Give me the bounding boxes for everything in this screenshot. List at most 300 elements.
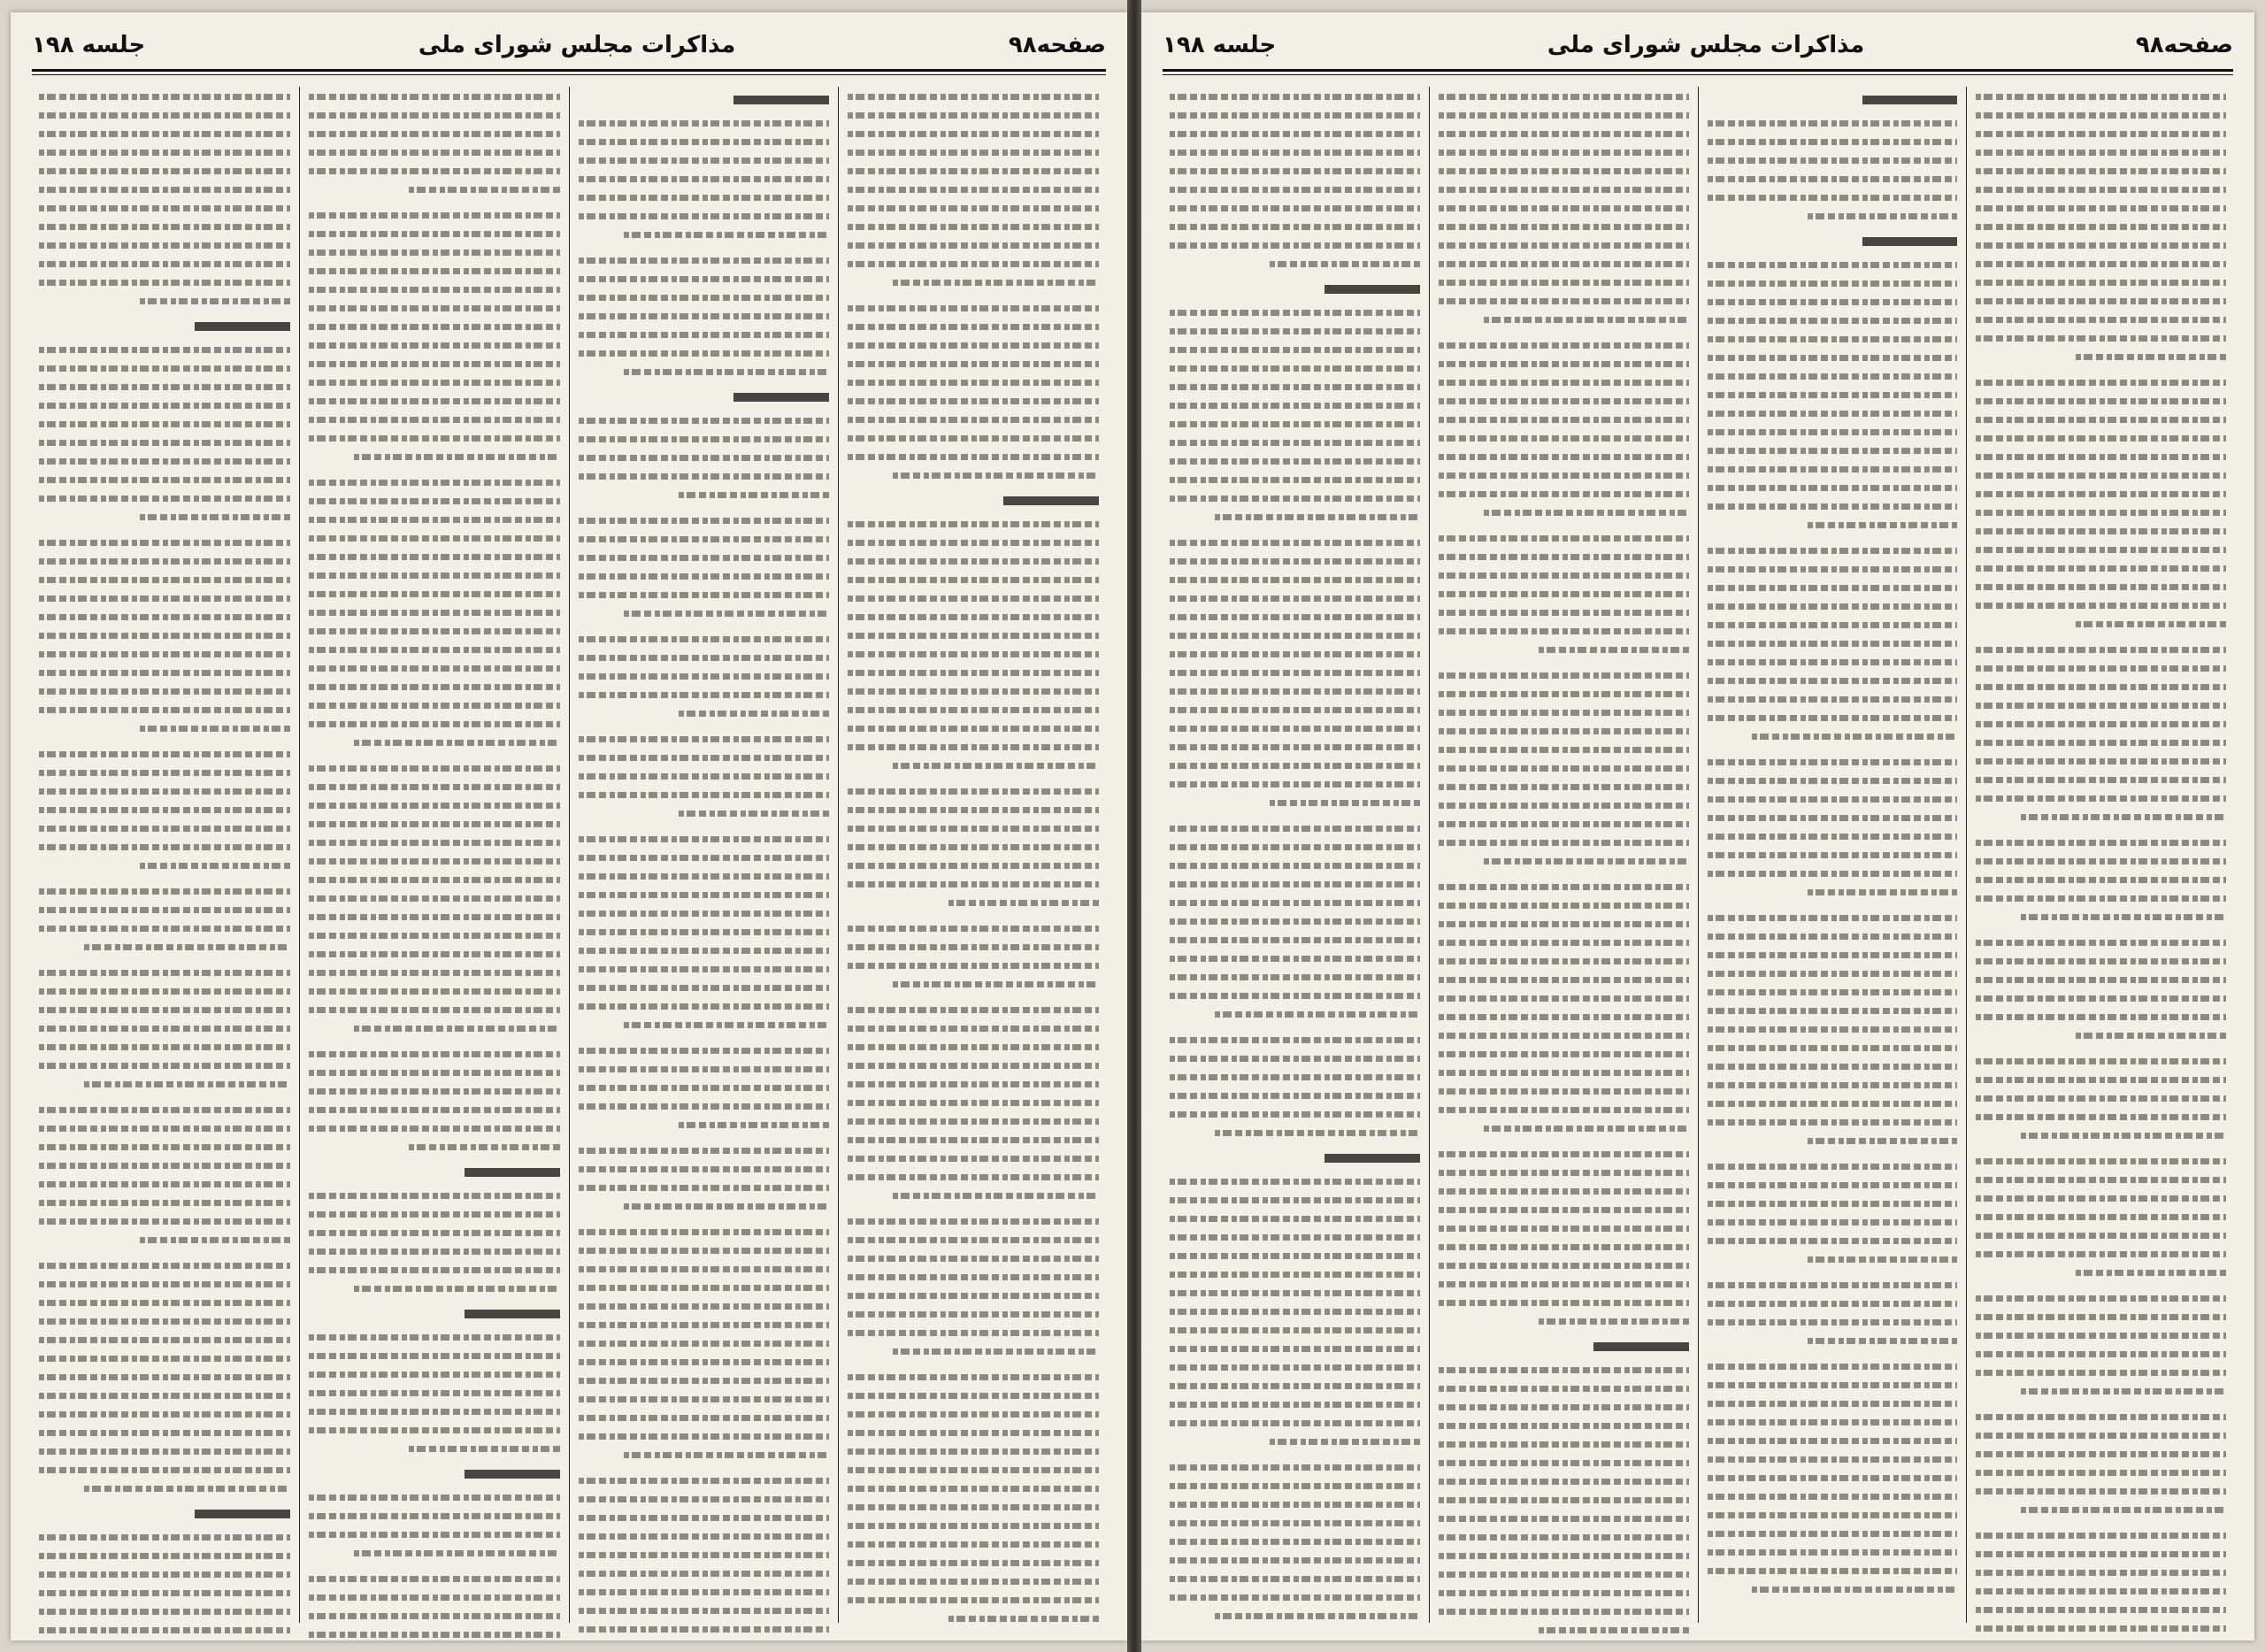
text-line — [309, 142, 560, 161]
text-line — [39, 981, 290, 1000]
text-line — [1170, 488, 1420, 507]
text-line — [1170, 1320, 1420, 1339]
paragraph — [1708, 541, 1958, 745]
text-line — [1976, 1544, 2226, 1563]
text-line — [39, 570, 290, 588]
text-line — [1439, 1118, 1689, 1137]
text-line — [579, 250, 830, 269]
text-line — [1708, 578, 1958, 596]
text-line — [1170, 1246, 1420, 1264]
text-line — [848, 1286, 1099, 1304]
text-line — [848, 142, 1099, 161]
text-line — [309, 205, 560, 224]
text-line — [1170, 1457, 1420, 1476]
text-line — [1976, 217, 2226, 235]
text-line — [848, 217, 1099, 235]
text-line — [1439, 1360, 1689, 1379]
text-line — [39, 626, 290, 644]
text-line — [1708, 634, 1958, 652]
text-line — [1170, 507, 1420, 526]
text-line — [1976, 714, 2226, 733]
text-line — [1170, 1086, 1420, 1104]
text-line — [1708, 329, 1958, 348]
text-line — [309, 795, 560, 814]
text-line — [1708, 1094, 1958, 1112]
text-line — [39, 1330, 290, 1348]
text-line — [309, 547, 560, 565]
paragraph — [579, 1471, 830, 1640]
text-line — [1439, 721, 1689, 740]
text-line — [848, 756, 1099, 774]
text-line — [1976, 907, 2226, 926]
text-line — [848, 298, 1099, 317]
paragraph — [848, 1367, 1099, 1627]
text-line — [1439, 1434, 1689, 1453]
text-line — [1708, 255, 1958, 273]
text-line — [39, 507, 290, 526]
text-line — [309, 888, 560, 907]
text-line — [848, 235, 1099, 254]
text-line — [579, 1389, 830, 1408]
text-line — [1976, 677, 2226, 695]
text-line — [39, 433, 290, 451]
text-line — [1170, 718, 1420, 737]
text-line — [848, 1074, 1099, 1093]
text-line — [1976, 373, 2226, 391]
text-line — [1708, 1356, 1958, 1375]
text-line — [1976, 465, 2226, 484]
text-line — [848, 1186, 1099, 1204]
text-line — [39, 718, 290, 737]
paragraph — [1170, 87, 1420, 273]
text-line — [579, 1296, 830, 1315]
text-line — [1708, 1057, 1958, 1075]
text-line — [579, 529, 830, 548]
text-line — [1708, 826, 1958, 845]
text-line — [39, 1404, 290, 1423]
text-line — [309, 658, 560, 677]
paragraph — [579, 511, 830, 622]
text-line — [1439, 428, 1689, 447]
paragraph — [39, 1100, 290, 1249]
text-line — [579, 566, 830, 585]
text-line — [848, 644, 1099, 663]
text-line — [1439, 198, 1689, 217]
text-line — [848, 1609, 1099, 1627]
binding-gutter — [1127, 0, 1141, 1652]
text-line — [1708, 132, 1958, 150]
text-line — [579, 1178, 830, 1196]
text-line — [309, 224, 560, 242]
text-line — [1708, 1449, 1958, 1468]
text-line — [309, 621, 560, 640]
text-line — [1708, 1394, 1958, 1412]
text-line — [309, 1525, 560, 1543]
text-line — [1170, 967, 1420, 986]
speaker-heading — [848, 491, 1099, 511]
text-line — [1170, 217, 1420, 235]
text-line — [1708, 689, 1958, 708]
text-line — [1170, 1067, 1420, 1086]
text-line — [1976, 614, 2226, 633]
paragraph — [1439, 877, 1689, 1137]
text-line — [579, 885, 830, 903]
text-line — [1439, 877, 1689, 895]
text-column — [1698, 87, 1967, 1623]
text-line — [1439, 1237, 1689, 1256]
text-line — [579, 325, 830, 343]
text-line — [579, 1508, 830, 1526]
text-line — [848, 198, 1099, 217]
text-line — [1976, 833, 2226, 851]
text-line — [309, 1543, 560, 1562]
text-line — [39, 1386, 290, 1404]
text-line — [848, 837, 1099, 856]
text-line — [1976, 1126, 2226, 1144]
speaker-heading — [1170, 1149, 1420, 1168]
text-line — [1976, 105, 2226, 124]
text-line — [848, 124, 1099, 142]
paragraph — [1170, 533, 1420, 811]
text-line — [848, 1130, 1099, 1149]
text-line — [1170, 930, 1420, 949]
text-line — [1708, 1505, 1958, 1524]
text-line — [1170, 1587, 1420, 1606]
speaker-heading — [39, 1504, 290, 1524]
text-line — [1170, 1494, 1420, 1513]
text-line — [1170, 377, 1420, 396]
session-number: جلسه ۱۹۸ — [1163, 32, 1277, 58]
text-line — [1976, 951, 2226, 970]
text-line — [309, 1364, 560, 1383]
text-line — [1439, 1293, 1689, 1311]
text-column — [299, 87, 569, 1623]
paragraph — [848, 514, 1099, 774]
text-line — [579, 343, 830, 362]
paragraph — [579, 250, 830, 380]
header-rule — [1163, 69, 2233, 72]
text-line — [1976, 1151, 2226, 1170]
text-line — [309, 1223, 560, 1241]
paragraph — [39, 340, 290, 526]
text-line — [1708, 671, 1958, 689]
publication-title: مذاکرات مجلس شورای ملی — [1547, 32, 1865, 58]
text-line — [848, 1516, 1099, 1534]
text-line — [309, 261, 560, 280]
paragraph — [1708, 113, 1958, 225]
paragraph — [579, 411, 830, 503]
text-line — [848, 273, 1099, 291]
text-line — [1170, 533, 1420, 551]
text-line — [1976, 410, 2226, 428]
paragraph — [579, 113, 830, 243]
text-line — [39, 340, 290, 358]
text-line — [39, 1583, 290, 1602]
text-line — [848, 465, 1099, 484]
text-line — [1976, 1026, 2226, 1044]
text-line — [39, 1018, 290, 1037]
text-line — [1439, 814, 1689, 833]
text-line — [1170, 1550, 1420, 1569]
text-line — [848, 856, 1099, 874]
text-line — [309, 447, 560, 465]
text-line — [39, 700, 290, 718]
paragraph — [1170, 303, 1420, 526]
text-line — [309, 1506, 560, 1525]
text-line — [1976, 1600, 2226, 1618]
text-line — [309, 1260, 560, 1279]
text-line — [848, 718, 1099, 737]
text-line — [848, 1497, 1099, 1516]
text-line — [1708, 188, 1958, 206]
text-line — [309, 584, 560, 603]
text-line — [1439, 1379, 1689, 1397]
text-line — [1976, 1500, 2226, 1518]
text-line — [1439, 410, 1689, 428]
text-line — [309, 510, 560, 528]
text-line — [579, 288, 830, 306]
text-line — [1439, 1218, 1689, 1237]
text-line — [1170, 142, 1420, 161]
text-line — [1708, 1175, 1958, 1194]
text-line — [39, 414, 290, 433]
text-line — [1439, 1163, 1689, 1181]
text-line — [309, 963, 560, 981]
text-line — [1170, 700, 1420, 718]
text-line — [1439, 217, 1689, 235]
text-line — [39, 1074, 290, 1093]
text-line — [1170, 470, 1420, 488]
text-column — [1966, 87, 2235, 1623]
page-number: صفحه۹۸ — [2135, 32, 2233, 58]
text-line — [1708, 789, 1958, 808]
text-line — [1708, 1579, 1958, 1598]
text-line — [39, 1367, 290, 1386]
text-line — [579, 206, 830, 225]
text-line — [309, 758, 560, 777]
text-line — [848, 1167, 1099, 1186]
text-line — [309, 695, 560, 714]
text-line — [848, 254, 1099, 273]
text-line — [1708, 1294, 1958, 1312]
text-line — [1439, 565, 1689, 584]
text-line — [848, 1056, 1099, 1074]
text-line — [1170, 737, 1420, 756]
text-line — [1708, 273, 1958, 292]
text-line — [1976, 428, 2226, 447]
paragraph — [1976, 373, 2226, 633]
text-line — [309, 944, 560, 963]
text-line — [1708, 366, 1958, 385]
paragraph — [1708, 1275, 1958, 1349]
text-line — [309, 335, 560, 354]
text-line — [309, 1100, 560, 1118]
text-line — [1439, 640, 1689, 658]
speaker-heading — [1708, 232, 1958, 251]
text-line — [1170, 1190, 1420, 1209]
paragraph — [1976, 1407, 2226, 1518]
paragraph — [309, 1327, 560, 1457]
text-line — [848, 1441, 1099, 1460]
text-line — [39, 1311, 290, 1330]
paragraph — [1170, 1457, 1420, 1625]
text-line — [309, 1118, 560, 1137]
text-line — [848, 570, 1099, 588]
text-line — [1170, 414, 1420, 433]
text-line — [579, 648, 830, 666]
text-line — [848, 893, 1099, 911]
text-line — [1170, 105, 1420, 124]
text-line — [848, 161, 1099, 180]
text-line — [1439, 235, 1689, 254]
text-line — [1708, 882, 1958, 901]
text-line — [579, 1471, 830, 1489]
text-line — [1170, 180, 1420, 198]
text-line — [1976, 1637, 2226, 1640]
text-line — [1976, 235, 2226, 254]
paragraph — [1708, 752, 1958, 901]
text-line — [1708, 1412, 1958, 1431]
text-line — [848, 1230, 1099, 1249]
text-line — [1439, 777, 1689, 795]
text-line — [39, 937, 290, 956]
text-line — [579, 113, 830, 132]
text-line — [309, 1186, 560, 1204]
text-line — [1170, 756, 1420, 774]
text-line — [1439, 758, 1689, 777]
text-column — [838, 87, 1108, 1623]
text-line — [309, 410, 560, 428]
text-line — [1976, 273, 2226, 291]
text-line — [1976, 521, 2226, 540]
paragraph — [1976, 87, 2226, 365]
text-line — [1439, 465, 1689, 484]
text-line — [1976, 1007, 2226, 1026]
text-line — [309, 1137, 560, 1156]
text-line — [1708, 422, 1958, 441]
text-line — [309, 161, 560, 180]
text-line — [1708, 1487, 1958, 1505]
text-line — [848, 607, 1099, 626]
text-line — [1170, 303, 1420, 321]
text-line — [579, 1564, 830, 1582]
text-line — [309, 1346, 560, 1364]
text-line — [1976, 770, 2226, 788]
text-line — [848, 1341, 1099, 1360]
text-line — [309, 926, 560, 944]
publication-title: مذاکرات مجلس شورای ملی — [418, 32, 736, 58]
text-line — [1439, 291, 1689, 310]
text-line — [39, 235, 290, 254]
text-line — [1439, 1471, 1689, 1490]
text-line — [579, 1141, 830, 1159]
text-line — [1976, 595, 2226, 614]
text-line — [1439, 951, 1689, 970]
paragraph — [848, 1211, 1099, 1360]
text-line — [848, 874, 1099, 893]
text-line — [309, 1241, 560, 1260]
text-line — [579, 269, 830, 288]
text-line — [1170, 793, 1420, 811]
text-line — [1708, 1561, 1958, 1579]
paragraph — [1708, 1156, 1958, 1268]
text-line — [1439, 273, 1689, 291]
text-line — [579, 666, 830, 685]
text-line — [1708, 206, 1958, 225]
text-line — [1170, 1432, 1420, 1450]
text-line — [39, 1256, 290, 1274]
text-line — [39, 763, 290, 781]
text-line — [39, 744, 290, 763]
text-line — [579, 1638, 830, 1640]
text-column — [30, 87, 299, 1623]
speaker-heading — [579, 90, 830, 110]
paragraph — [1439, 335, 1689, 521]
text-line — [848, 1423, 1099, 1441]
text-line — [1976, 447, 2226, 465]
text-line — [1170, 235, 1420, 254]
text-line — [309, 317, 560, 335]
text-line — [1976, 1188, 2226, 1207]
text-line — [1439, 1490, 1689, 1509]
text-line — [579, 1096, 830, 1115]
text-line — [579, 1619, 830, 1638]
text-line — [1170, 949, 1420, 967]
text-line — [309, 870, 560, 888]
text-line — [1170, 837, 1420, 856]
text-line — [1439, 354, 1689, 373]
text-line — [579, 829, 830, 848]
text-line — [848, 1534, 1099, 1553]
text-line — [1170, 1172, 1420, 1190]
text-line — [1170, 1513, 1420, 1532]
text-line — [1439, 1044, 1689, 1063]
text-line — [39, 377, 290, 396]
text-line — [309, 1000, 560, 1018]
text-line — [1439, 335, 1689, 354]
speaker-heading — [309, 1304, 560, 1324]
paragraph — [848, 918, 1099, 993]
text-line — [579, 1352, 830, 1371]
paragraph — [848, 1000, 1099, 1204]
paragraph — [1708, 908, 1958, 1149]
text-line — [309, 242, 560, 261]
text-line — [309, 777, 560, 795]
text-line — [1976, 577, 2226, 595]
text-line — [1708, 1524, 1958, 1542]
text-line — [1976, 1363, 2226, 1381]
text-line — [1170, 433, 1420, 451]
text-line — [579, 1041, 830, 1059]
text-line — [1976, 87, 2226, 105]
text-line — [579, 1333, 830, 1352]
text-line — [579, 1445, 830, 1464]
text-line — [579, 959, 830, 978]
text-column — [1161, 87, 1429, 1623]
paragraph — [39, 881, 290, 956]
text-line — [1170, 1264, 1420, 1283]
text-line — [1976, 658, 2226, 677]
text-line — [1976, 1481, 2226, 1500]
text-line — [1708, 292, 1958, 311]
text-line — [1170, 358, 1420, 377]
text-line — [1170, 340, 1420, 358]
text-line — [579, 511, 830, 529]
text-line — [848, 428, 1099, 447]
text-line — [39, 818, 290, 837]
text-line — [1170, 87, 1420, 105]
text-line — [579, 466, 830, 485]
